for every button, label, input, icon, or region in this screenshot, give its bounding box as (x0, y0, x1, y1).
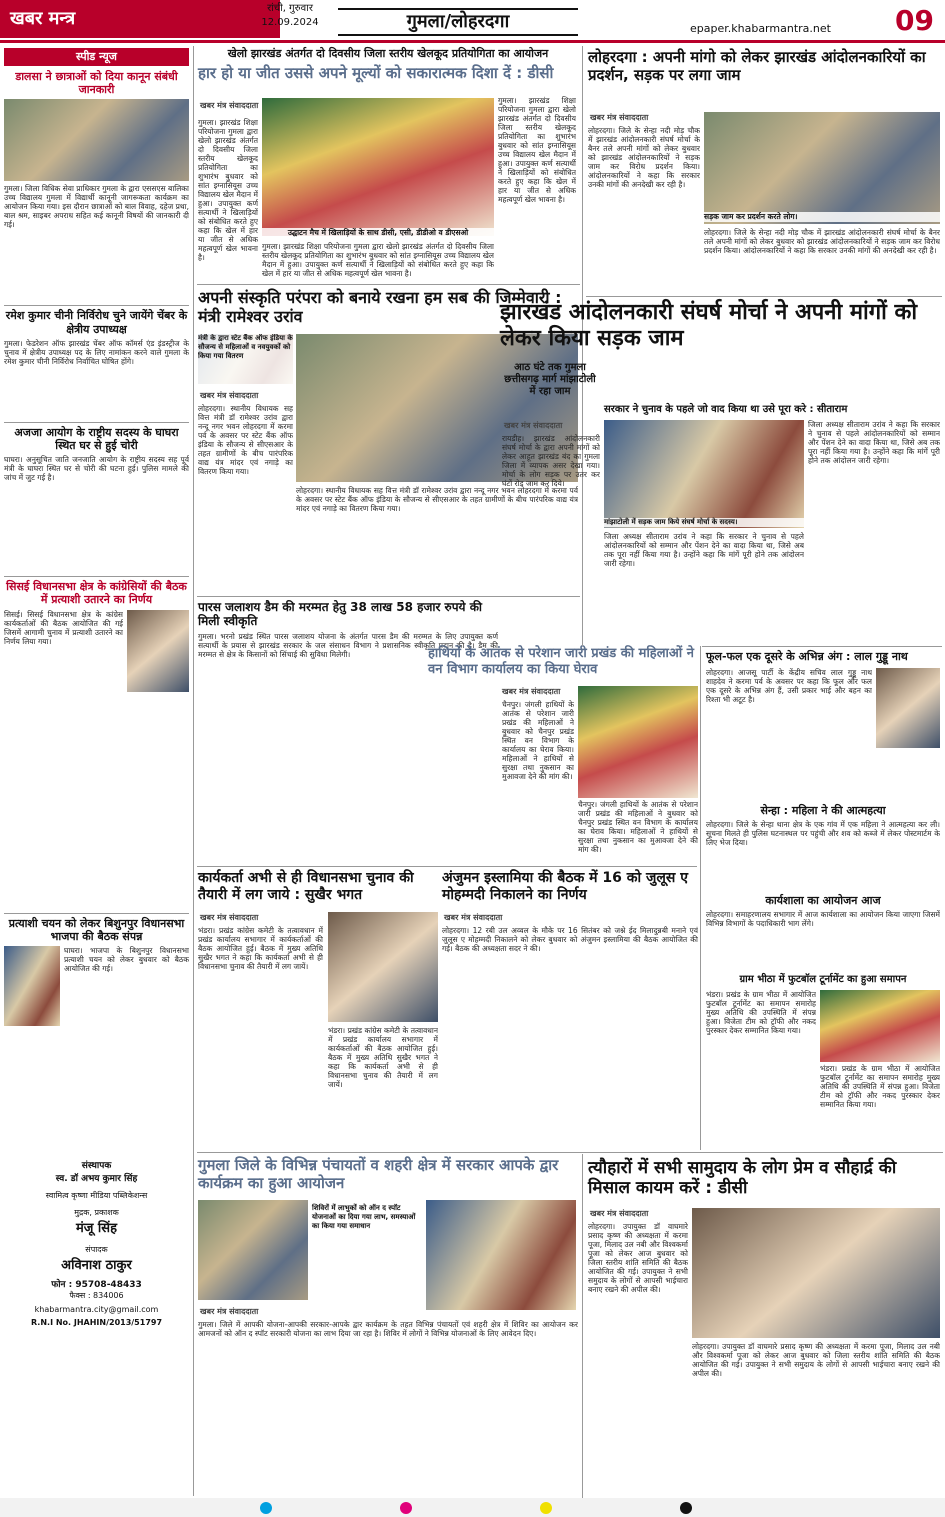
anjuman-byline: खबर मंत्र संवाददाता (444, 913, 503, 922)
imprint-box (4, 1158, 189, 1494)
imprint-phone: फोन : 95708-48433 (51, 1280, 142, 1290)
issue-date (245, 2, 335, 30)
anjuman-headline: अंजुमन इस्लामिया की बैठक में 16 को जुलूस ए मोहम्मदी निकालने का निर्णय (442, 870, 688, 903)
section-divider (197, 1152, 943, 1153)
speed-item-headline: प्रत्याशी चयन को लेकर बिशुनपुर विधानसभा भाजपा की बैठक संपन्न (8, 916, 185, 943)
speed-item-text: गुमला। फेडरेशन ऑफ झारखंड चेंबर ऑफ कॉमर्स एंड इंडस्ट्रीज के चुनाव में क्षेत्रीय उपाध्यक्ष पद के लिए नामांकन करने वाले गुमला के रमेश कुमार चीनी निर्विरोध निर्वाचित घोषित होंगे। (4, 338, 189, 366)
sangharsh-subhead: आठ घंटे तक गुमला छत्तीसगढ़ मार्ग मांझाटोली में रहा जाम (504, 362, 596, 397)
sarkar-headline: गुमला जिले के विभिन्न पंचायतों व शहरी क्षेत्र में सरकार आपके द्वार कार्यक्रम का हुआ आयोजन (198, 1156, 559, 1192)
page-number: 09 (895, 4, 934, 37)
sangharsh-headline: झारखंड आंदोलनकारी संघर्ष मोर्चा ने अपनी मांगों को लेकर किया सड़क जाम (500, 300, 918, 352)
speed-item-headline: डालसा ने छात्राओं को दिया कानून संबंधी जानकारी (15, 70, 178, 97)
imprint-editor-label: संपादक (85, 1245, 108, 1254)
lead-text-side: गुमला। झारखंड शिक्षा परियोजना गुमला द्वारा खेलो झारखंड अंतर्गत दो दिवसीय जिला स्तरीय खेलकूद प्रतियोगिता का शुभारंभ बुधवार को सांत इग्नासियूस उच्च विद्यालय खेल मैदान में हुआ। उपायुक्त कर्ण सत्यार्थी ने खिलाड़ियों को संबोधित करते हुए कहा कि खेल में हार या जीत से अधिक महत्वपूर्ण खेल भावना है। (498, 96, 576, 204)
football-text-cont: भंडरा। प्रखंड के ग्राम भीठा में आयोजित फुटबॉल टूर्नामेंट का समापन समारोह मुख्य अतिथि की उपस्थिति में संपन्न हुआ। विजेता टीम को ट्रॉफी और नकद पुरस्कार देकर सम्मानित किया गया। (820, 1064, 940, 1109)
speed-item-photo (4, 99, 189, 181)
hathi-text: चैनपुर। जंगली हाथियों के आतंक से परेशान जारी प्रखंड की महिलाओं ने बुधवार को चैनपुर प्रखंड स्थित वन विभाग के कार्यालय का घेराव किया। महिलाओं ने हाथियों से सुरक्षा तथा नुकसान का मुआवजा देने की मांग की। (502, 700, 574, 781)
masthead-logo: खबर मन्त्र (10, 8, 76, 29)
issue-city: रांची, गुरुवार (267, 3, 313, 14)
phool-text: लोहरदगा। आजसू पार्टी के केंद्रीय सचिव लाल गुड्डू नाथ शाहदेव ने करमा पर्व के अवसर पर कहा कि फूल और फल एक दूसरे के अभिन्न अंग हैं, उसी प्रकार भाई और बहन का रिश्ता भी अटूट है। (706, 668, 872, 704)
imprint-rni: R.N.I No. JHAHIN/2013/51797 (30, 1318, 163, 1327)
karyakarta-text: भंडरा। प्रखंड कांग्रेस कमेटी के तत्वावधान में प्रखंड कार्यालय सभागार में कार्यकर्ताओं की बैठक आयोजित हुई। बैठक में मुख्य अतिथि सुखैर भगत ने कहा कि कार्यकर्ता अभी से ही विधानसभा चुनाव की तैयारी में लग जायें। (198, 926, 323, 971)
registration-mark (680, 1502, 692, 1514)
sanskriti-byline: खबर मंत्र संवाददाता (200, 391, 259, 400)
sitaram-text-side: जिला अध्यक्ष सीताराम उरांव ने कहा कि सरकार ने चुनाव से पहले आंदोलनकारियों को सम्मान और पेंशन देने का वादा किया था, जिसे अब तक पूरा नहीं किया गया है। उन्होंने कहा कि मांगें पूरी होने तक आंदोलन जारी रहेगा। (808, 420, 940, 465)
speed-item-text: गुमला। जिला विधिक सेवा प्राधिकार गुमला के द्वारा एससएस बालिका उच्च विद्यालय गुमला में विद्यार्थी कानूनी जागरूकता कार्यक्रम का आयोजन किया गया। इस दौरान छात्राओं को बाल विवाह, दहेज प्रथा, बाल श्रम, साइबर अपराध सहित कई कानूनी विषयों की जानकारी दी गई। (4, 184, 189, 230)
registration-mark (540, 1502, 552, 1514)
tyohar-byline: खबर मंत्र संवाददाता (590, 1209, 649, 1218)
lead-byline: खबर मंत्र संवाददाता (200, 101, 259, 110)
lead-kicker: खेलो झारखंड अंतर्गत दो दिवसीय जिला स्तरीय खेलकूद प्रतियोगिता का आयोजन (227, 47, 549, 60)
imprint-email[interactable]: khabarmantra.city@gmail.com (34, 1305, 159, 1314)
section-divider (586, 296, 942, 297)
andolan-text-cont: लोहरदगा। जिले के सेन्हा नदी मोड़ चौक में झारखंड आंदोलनकारी संघर्ष मोर्चा के बैनर तले अपनी मांगों को लेकर बुधवार को झारखंड आंदोलनकारियों ने सड़क जाम कर विरोध प्रदर्शन किया। आंदोलनकारियों ने कहा कि सरकार उनकी मांगों की अनदेखी कर रही है। (704, 228, 940, 255)
imprint-owner: स्वामित्व कृष्णा मीडिया पब्लिकेशन्स (45, 1191, 148, 1200)
speed-news-column (4, 70, 189, 1150)
speed-item-photo (4, 946, 60, 1026)
speed-news-label: स्पीड न्यूज (4, 48, 189, 66)
issue-date-value: 12.09.2024 (261, 17, 319, 28)
sekha-headline: सेन्हा : महिला ने की आत्महत्या (760, 804, 886, 817)
sarkar-photo-caption: शिविरों में लाभुकों को ऑन द स्पॉट योजनाओं का दिया गया लाभ, समस्याओं का किया गया समाधान (312, 1204, 422, 1231)
karyashala-text: लोहरदगा। समाहरणालय सभागार में आज कार्यशाला का आयोजन किया जाएगा जिसमें विभिन्न विभागों के पदाधिकारी भाग लेंगे। (706, 910, 940, 928)
sarkar-photo-1 (198, 1200, 308, 1300)
speed-item-text: घाघरा। अनुसूचित जाति जनजाति आयोग के राष्ट्रीय सदस्य सह पूर्व मंत्री के घाघरा स्थित घर से चोरी की घटना हुई। पुलिस मामले की जांच में जुट गई है। (4, 455, 189, 483)
phool-photo (876, 668, 940, 748)
imprint-founder: स्व. डॉ अभय कुमार सिंह (55, 1174, 138, 1184)
sarkar-byline: खबर मंत्र संवाददाता (200, 1307, 259, 1316)
registration-mark (400, 1502, 412, 1514)
sanskriti-headline: अपनी संस्कृति परंपरा को बनाये रखना हम सब की जिम्मेवारी : मंत्री रामेश्वर उरांव (198, 288, 562, 327)
lead-text-cont: गुमला। झारखंड शिक्षा परियोजना गुमला द्वारा खेलो झारखंड अंतर्गत दो दिवसीय जिला स्तरीय खेलकूद प्रतियोगिता का शुभारंभ बुधवार को सांत इग्नासियूस उच्च विद्यालय खेल मैदान में हुआ। उपायुक्त कर्ण सत्यार्थी ने खिलाड़ियों को संबोधित करते हुए कहा कि खेल में हार या जीत से अधिक महत्वपूर्ण खेल भावना है। (262, 242, 494, 278)
sanskriti-text: लोहरदगा। स्थानीय विधायक सह वित्त मंत्री डॉ रामेश्वर उरांव द्वारा नन्दू नगर भवन लोहरदगा में करमा पर्व के अवसर पर स्टेट बैंक ऑफ इंडिया के सौजन्य से सीएसआर के तहत ग्रामीणों के बीच पारंपरिक वाद्य यंत्र मांदर एवं नगाड़े का वितरण किया गया। (198, 404, 293, 476)
column-divider (700, 646, 701, 1150)
andolan-byline: खबर मंत्र संवाददाता (590, 113, 649, 122)
imprint-publisher: मंजू सिंह (75, 1221, 117, 1236)
football-text: भंडरा। प्रखंड के ग्राम भीठा में आयोजित फुटबॉल टूर्नामेंट का समापन समारोह मुख्य अतिथि की उपस्थिति में संपन्न हुआ। विजेता टीम को ट्रॉफी और नकद पुरस्कार देकर सम्मानित किया गया। (706, 990, 816, 1035)
phool-headline: फूल-फल एक दूसरे के अभिन्न अंग : लाल गुड्डू नाथ (706, 650, 908, 663)
speed-item-headline: सिसई विधानसभा क्षेत्र के कांग्रेसियों की बैठक में प्रत्याशी उतारने का निर्णय (6, 580, 187, 607)
lead-photo-caption: उद्घाटन मैच में खिलाड़ियों के साथ डीसी, एसी, डीडीओ व डीएसओ (262, 228, 494, 238)
speed-item-photo (127, 610, 189, 692)
tyohar-text-cont: लोहरदगा। उपायुक्त डॉ वाघमारे प्रसाद कृष्ण की अध्यक्षता में करमा पूजा, मिलाद उल नबी और विश्वकर्मा पूजा को लेकर आज बुधवार को जिला स्तरीय शांति समिति की बैठक आयोजित की गई। उपायुक्त ने सभी समुदाय के लोगों से आपसी भाईचारा बनाए रखने की अपील की। (692, 1342, 940, 1378)
hathi-photo (578, 686, 698, 798)
hathi-byline: खबर मंत्र संवाददाता (502, 687, 561, 696)
football-headline: ग्राम भीठा में फुटबॉल टूर्नामेंट का हुआ समापन (739, 974, 907, 985)
sitaram-headline: सरकार ने चुनाव के पहले जो वाद किया था उसे पूरा करे : सीताराम (604, 404, 848, 415)
sanskriti-text-cont: लोहरदगा। स्थानीय विधायक सह वित्त मंत्री डॉ रामेश्वर उरांव द्वारा नन्दू नगर भवन लोहरदगा में करमा पर्व के अवसर पर स्टेट बैंक ऑफ इंडिया के सौजन्य से सीएसआर के तहत ग्रामीणों के बीच पारंपरिक वाद्य यंत्र मांदर एवं नगाड़े का वितरण किया गया। (296, 486, 578, 513)
imprint-editor: अविनाश ठाकुर (61, 1258, 132, 1273)
speed-item-headline: रमेश कुमार चीनी निर्विरोध चुने जायेंगे चेंबर के क्षेत्रीय उपाध्यक्ष (5, 309, 188, 336)
karyakarta-photo (328, 912, 438, 1022)
speed-item-text: घाघरा। भाजपा के बिशुनपुर विधानसभा प्रत्याशी चयन को लेकर बुधवार को बैठक आयोजित की गई। (64, 945, 189, 973)
header-divider (0, 40, 945, 43)
imprint-fax: फैक्स : 834006 (69, 1291, 124, 1300)
andolan-headline: लोहरदगा : अपनी मांगो को लेकर झारखंड आंदोलनकारियों का प्रदर्शन, सड़क पर लगा जाम (588, 48, 926, 84)
section-divider (197, 866, 697, 867)
andolan-photo-caption: सड़क जाम कर प्रदर्शन करते लोग। (704, 212, 940, 222)
column-divider (193, 46, 194, 1496)
sekha-text: लोहरदगा। जिले के सेन्हा थाना क्षेत्र के एक गांव में एक महिला ने आत्महत्या कर ली। सूचना मिलते ही पुलिस घटनास्थल पर पहुंची और शव को कब्जे में लेकर पोस्टमार्टम के लिए भेज दिया। (706, 820, 940, 847)
football-photo (820, 990, 940, 1062)
sitaram-photo-caption: मांझाटोली में सड़क जाम किये संघर्ष मोर्चा के सदस्य। (604, 518, 804, 527)
sarkar-text: गुमला। जिले में आपकी योजना-आपकी सरकार-आपके द्वार कार्यक्रम के तहत विभिन्न पंचायतों एवं शहरी क्षेत्र में शिविर का आयोजन कर आमजनों को ऑन द स्पॉट सरकारी योजना का लाभ दिया जा रहा है। शिविर में लोगों ने विभिन्न योजनाओं के लिए आवेदन दिए। (198, 1320, 578, 1338)
speed-item-text: सिसई। सिसई विधानसभा क्षेत्र के कांग्रेस कार्यकर्ताओं की बैठक आयोजित की गई जिसमें आगामी चुनाव में प्रत्याशी उतारने का निर्णय लिया गया। (4, 609, 123, 646)
hathi-headline: हाथियों के आतंक से परेशान जारी प्रखंड की महिलाओं ने वन विभाग कार्यालय का किया घेराव (428, 646, 694, 677)
sitaram-text: जिला अध्यक्ष सीताराम उरांव ने कहा कि सरकार ने चुनाव से पहले आंदोलनकारियों को सम्मान और पेंशन देने का वादा किया था, जिसे अब तक पूरा नहीं किया गया है। उन्होंने कहा कि मांगें पूरी होने तक आंदोलन जारी रहेगा। (604, 532, 804, 568)
lead-text: गुमला। झारखंड शिक्षा परियोजना गुमला द्वारा खेलो झारखंड अंतर्गत दो दिवसीय जिला स्तरीय खेलकूद प्रतियोगिता का शुभारंभ बुधवार को सांत इग्नासियूस उच्च विद्यालय खेल मैदान में हुआ। उपायुक्त कर्ण सत्यार्थी ने खिलाड़ियों को संबोधित करते हुए कहा कि खेल में हार या जीत से अधिक महत्वपूर्ण खेल भावना है। (198, 118, 258, 262)
registration-mark (260, 1502, 272, 1514)
sangharsh-byline: खबर मंत्र संवाददाता (504, 421, 563, 430)
paras-headline: पारस जलाशय डैम की मरम्मत हेतु 38 लाख 58 हजार रुपये की मिली स्वीकृति (198, 600, 483, 629)
sitaram-photo (604, 420, 804, 528)
lead-headline: हार हो या जीत उससे अपने मूल्यों को सकारात्मक दिशा दें : डीसी (198, 64, 554, 82)
hathi-text-cont: चैनपुर। जंगली हाथियों के आतंक से परेशान जारी प्रखंड की महिलाओं ने बुधवार को चैनपुर प्रखंड स्थित वन विभाग के कार्यालय का घेराव किया। महिलाओं ने हाथियों से सुरक्षा तथा नुकसान का मुआवजा देने की मांग की। (578, 800, 698, 854)
section-divider (702, 646, 942, 647)
print-marks-strip (0, 1498, 945, 1517)
karyakarta-headline: कार्यकर्ता अभी से ही विधानसभा चुनाव की तैयारी में लग जाये : सुखैर भगत (198, 870, 414, 903)
tyohar-text: लोहरदगा। उपायुक्त डॉ वाघमारे प्रसाद कृष्ण की अध्यक्षता में करमा पूजा, मिलाद उल नबी और विश्वकर्मा पूजा को लेकर आज बुधवार को जिला स्तरीय शांति समिति की बैठक आयोजित की गई। उपायुक्त ने सभी समुदाय के लोगों से आपसी भाईचारा बनाए रखने की अपील की। (588, 1222, 688, 1294)
speed-item-headline: अजजा आयोग के राष्ट्रीय सदस्य के घाघरा स्थित घर से हुई चोरी (14, 425, 179, 452)
tyohar-headline: त्यौहारों में सभी सामुदाय के लोग प्रेम व सौहार्द्र की मिसाल कायम करें : डीसी (588, 1158, 897, 1199)
karyakarta-text-cont: भंडरा। प्रखंड कांग्रेस कमेटी के तत्वावधान में प्रखंड कार्यालय सभागार में कार्यकर्ताओं की बैठक आयोजित हुई। बैठक में मुख्य अतिथि सुखैर भगत ने कहा कि कार्यकर्ता अभी से ही विधानसभा चुनाव की तैयारी में लग जायें। (328, 1026, 438, 1089)
lead-photo (262, 98, 494, 236)
tyohar-photo (692, 1208, 940, 1338)
website-url[interactable]: epaper.khabarmantra.net (690, 22, 831, 35)
sarkar-photo-2 (426, 1200, 576, 1310)
karyakarta-byline: खबर मंत्र संवाददाता (200, 913, 259, 922)
section-title: गुमला/लोहरदगा (338, 8, 578, 36)
sangharsh-text: रायडीह। झारखंड आंदोलनकारी संघर्ष मोर्चा के द्वारा अपनी मांगों को लेकर आहूत झारखंड बंद का गुमला जिला में व्यापक असर देखा गया। मोर्चा के लोग सड़क पर उतर कर घंटों रोड जाम कर दिये। (502, 434, 600, 488)
masthead (0, 0, 280, 38)
imprint-title: संस्थापक (81, 1161, 112, 1171)
paras-text: गुमला। भरनो प्रखंड स्थित पारस जलाशय योजना के अंतर्गत पारस डैम की मरम्मत के लिए उपायुक्त कर्ण सत्यार्थी के प्रयास से झारखंड सरकार के जल संसाधन विभाग ने प्रशासनिक स्वीकृति प्रदान की है। डैम की मरम्मत से क्षेत्र के किसानों को सिंचाई की सुविधा मिलेगी। (198, 632, 498, 659)
sanskriti-photo-caption: मंत्री के द्वारा स्टेट बैंक ऑफ इंडिया के सौजन्य से महिलाओं व नवयुवकों को किया गया वितरण (198, 334, 293, 384)
column-divider (582, 1154, 583, 1498)
anjuman-text: लोहरदगा। 12 रबी उल अव्वल के मौके पर 16 सितंबर को जश्ने ईद मिलादुन्नबी मनाने एवं जुलूस ए मोहम्मदी निकालने को लेकर बुधवार को अंजुमन इस्लामिया की बैठक आयोजित की गई। बैठक की अध्यक्षता सदर ने की। (442, 926, 698, 953)
section-divider (197, 284, 580, 285)
andolan-text: लोहरदगा। जिले के सेन्हा नदी मोड़ चौक में झारखंड आंदोलनकारी संघर्ष मोर्चा के बैनर तले अपनी मांगों को लेकर बुधवार को झारखंड आंदोलनकारियों ने सड़क जाम कर विरोध प्रदर्शन किया। आंदोलनकारियों ने कहा कि सरकार उनकी मांगों की अनदेखी कर रही है। (588, 126, 700, 189)
andolan-photo (704, 112, 940, 224)
karyashala-headline: कार्यशाला का आयोजन आज (765, 894, 881, 907)
imprint-publisher-label: मुद्रक, प्रकाशक (74, 1208, 119, 1217)
